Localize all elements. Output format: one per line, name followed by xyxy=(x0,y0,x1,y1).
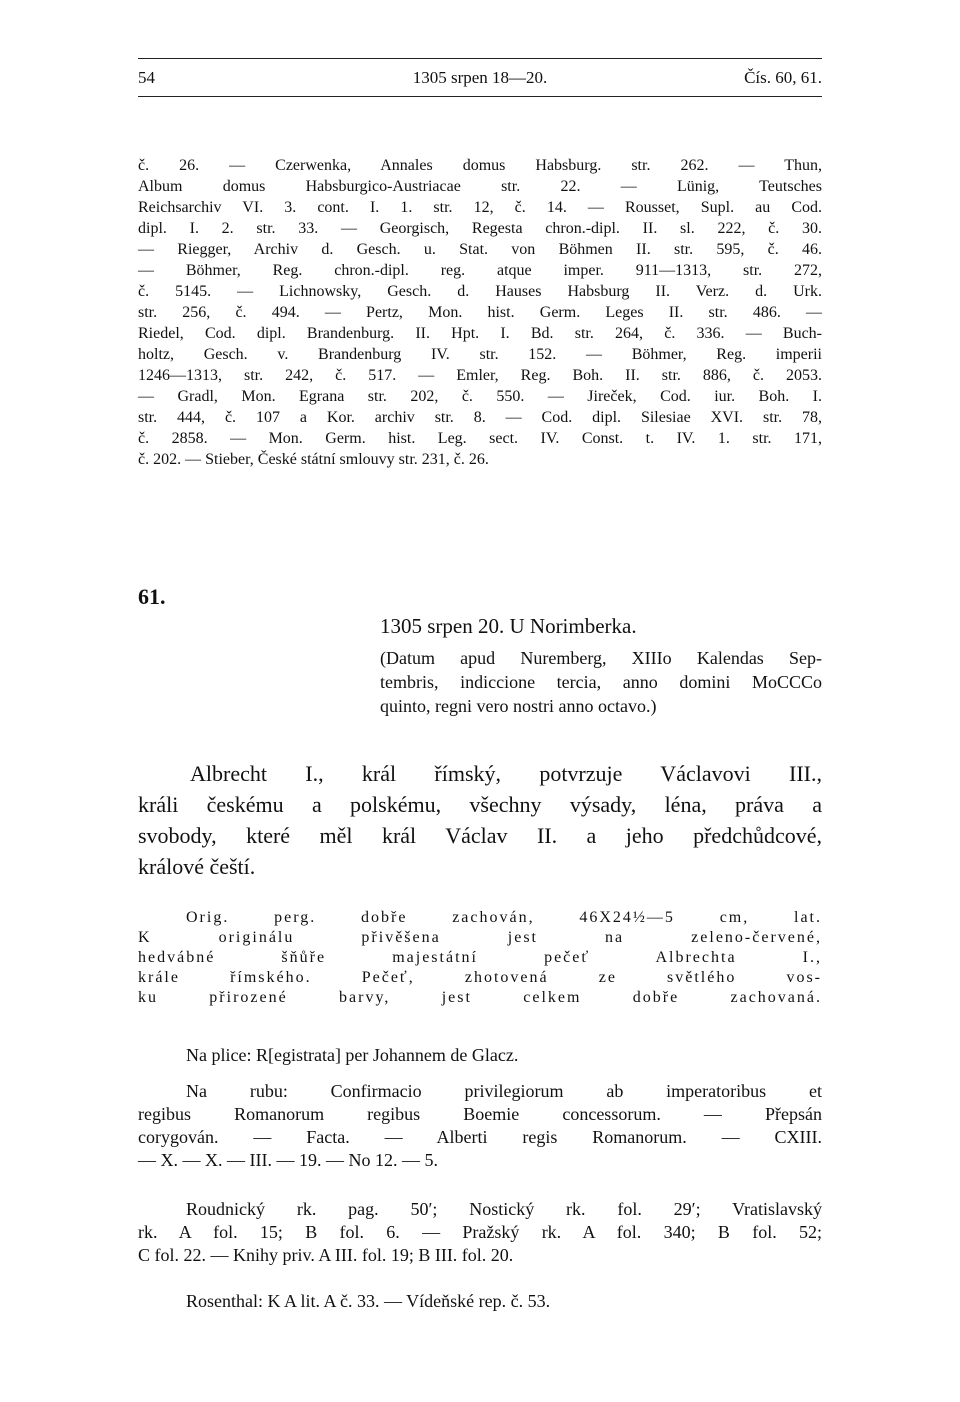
page-number: 54 xyxy=(138,68,155,87)
bibliography-line: č. 202. — Stieber, České státní smlouvy str. 231, č. 26. xyxy=(138,451,489,468)
original-description xyxy=(138,908,822,1008)
bibliography-line: — Gradl, Mon. Egrana str. 202, č. 550. — Jireček, Cod. iur. Boh. I. xyxy=(138,388,822,405)
bibliography-line: holtz, Gesch. v. Brandenburg IV. str. 152. — Böhmer, Reg. imperii xyxy=(138,346,822,363)
regest-line: králi českému a polskému, všechny výsady, léna, práva a xyxy=(138,792,822,817)
bibliography-line: str. 256, č. 494. — Pertz, Mon. hist. Germ. Leges II. str. 486. — xyxy=(138,304,822,321)
running-header xyxy=(138,64,822,94)
bibliography-line: Album domus Habsburgico-Austriacae str. 22. — Lünig, Teutsches xyxy=(138,178,822,195)
regest-line: svobody, které měl král Václav II. a jeho předchůdcové, xyxy=(138,823,822,848)
header-center-title: 1305 srpen 18—20. xyxy=(412,68,548,87)
plica-line: Na plice: R[egistrata] per Johannem de Glacz. xyxy=(186,1045,519,1065)
copies-line: Roudnický rk. pag. 50′; Nostický rk. fol. 29′; Vratislavský xyxy=(186,1199,822,1219)
dorsal-line: — X. — X. — III. — 19. — No 12. — 5. xyxy=(138,1150,438,1170)
datum-line: tembris, indiccione tercia, anno domini MoCCCo xyxy=(380,672,822,692)
bibliography-line: — Böhmer, Reg. chron.-dipl. reg. atque imper. 911—1313, str. 272, xyxy=(138,262,822,279)
datum-clause xyxy=(380,646,822,718)
bibliography-line: — Riegger, Archiv d. Gesch. u. Stat. von Böhmen II. str. 595, č. 46. xyxy=(138,241,822,258)
dorsal-line: corygován. — Facta. — Alberti regis Romanorum. — CXIII. xyxy=(138,1127,822,1147)
original-line: krále římského. Pečeť, zhotovená ze světlého vos- xyxy=(138,969,822,986)
bibliography-line: Reichsarchiv VI. 3. cont. I. 1. str. 12, č. 14. — Rousset, Supl. au Cod. xyxy=(138,199,822,216)
dorsal-line: regibus Romanorum regibus Boemie concessorum. — Přepsán xyxy=(138,1104,822,1124)
header-rule-bottom xyxy=(138,96,822,97)
bibliography-line: Riedel, Cod. dipl. Brandenburg. II. Hpt. I. Bd. str. 264, č. 336. — Buch- xyxy=(138,325,822,342)
regest-line: králové čeští. xyxy=(138,854,256,879)
header-right-title: Čís. 60, 61. xyxy=(744,68,822,87)
rosenthal-line: Rosenthal: K A lit. A č. 33. — Vídeňské rep. č. 53. xyxy=(186,1291,551,1311)
regest xyxy=(138,758,822,882)
bibliography-line: č. 5145. — Lichnowsky, Gesch. d. Hauses Habsburg II. Verz. d. Urk. xyxy=(138,283,822,300)
bibliography-line: str. 444, č. 107 a Kor. archiv str. 8. — Cod. dipl. Silesiae XVI. str. 78, xyxy=(138,409,822,426)
bibliography-line: č. 26. — Czerwenka, Annales domus Habsburg. str. 262. — Thun, xyxy=(138,157,822,174)
document-number: 61. xyxy=(138,584,166,609)
rosenthal-note xyxy=(138,1290,822,1313)
bibliography-line: 1246—1313, str. 242, č. 517. — Emler, Reg. Boh. II. str. 886, č. 2053. xyxy=(138,367,822,384)
dorsal-note xyxy=(138,1080,822,1172)
bibliography-paragraph xyxy=(138,155,822,470)
regest-line: Albrecht I., král římský, potvrzuje Václavovi III., xyxy=(190,761,822,786)
copies-line: C fol. 22. — Knihy priv. A III. fol. 19; B III. fol. 20. xyxy=(138,1245,514,1265)
datum-line: quinto, regni vero nostri anno octavo.) xyxy=(380,696,657,716)
original-line: ku přirozené barvy, jest celkem dobře zachovaná. xyxy=(138,989,822,1006)
bibliography-line: dipl. I. 2. str. 33. — Georgisch, Regesta chron.-dipl. II. sl. 222, č. 30. xyxy=(138,220,822,237)
document-dateline: 1305 srpen 20. U Norimberka. xyxy=(380,614,637,638)
datum-line: (Datum apud Nuremberg, XIIIo Kalendas Sep- xyxy=(380,648,822,668)
original-line: Orig. perg. dobře zachován, 46X24½—5 cm, lat. xyxy=(186,909,822,926)
copies-note xyxy=(138,1198,822,1267)
bibliography-line: č. 2858. — Mon. Germ. hist. Leg. sect. IV. Const. t. IV. 1. str. 171, xyxy=(138,430,822,447)
header-rule-top xyxy=(138,58,822,59)
copies-line: rk. A fol. 15; B fol. 6. — Pražský rk. A fol. 340; B fol. 52; xyxy=(138,1222,822,1242)
original-line: K originálu přivěšena jest na zeleno-červené, xyxy=(138,929,822,946)
original-line: hedvábné šňůře majestátní pečeť Albrechta I., xyxy=(138,949,822,966)
plica-note xyxy=(138,1044,822,1067)
dorsal-line: Na rubu: Confirmacio privilegiorum ab imperatoribus et xyxy=(186,1081,822,1101)
